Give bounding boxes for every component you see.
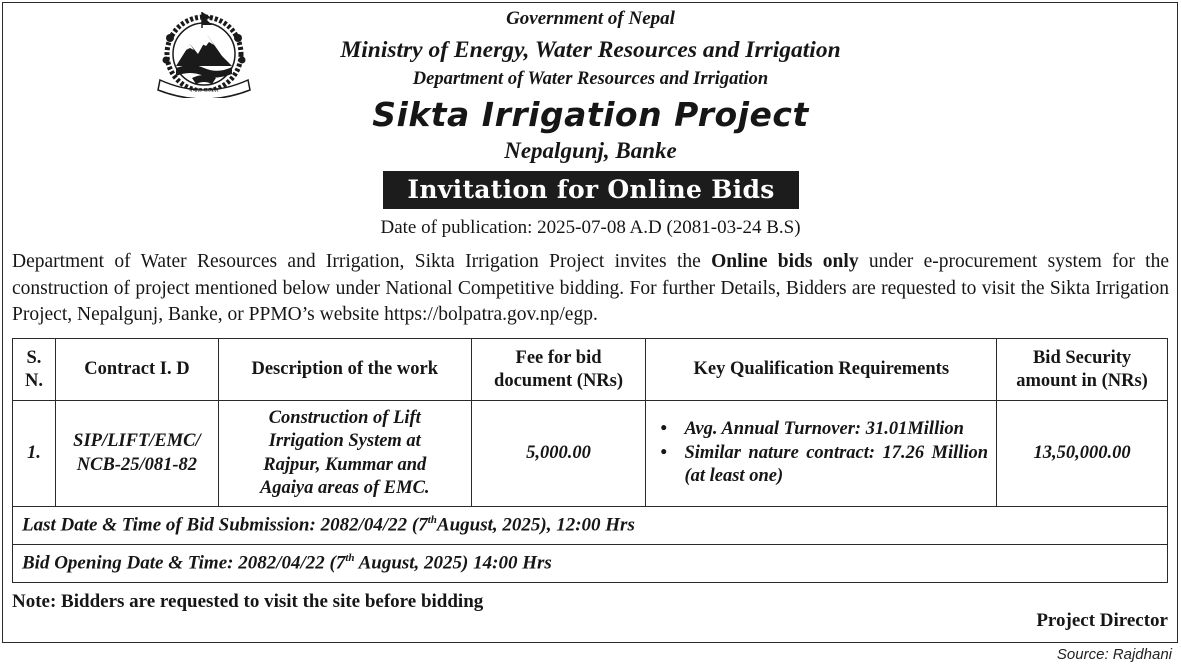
notice-title-banner: Invitation for Online Bids	[383, 171, 799, 209]
opening-row	[13, 545, 1168, 583]
table-header-row	[13, 339, 1168, 401]
cell-qualifications	[646, 401, 997, 507]
bid-table	[12, 338, 1168, 583]
bid-opening-date: Bid Opening Date & Time: 2082/04/22 (7th August, 2025) 14:00 Hrs	[13, 545, 1168, 583]
submission-deadline: Last Date & Time of Bid Submission: 2082/04/22 (7thAugust, 2025), 12:00 Hrs	[13, 507, 1168, 545]
footer-note: Note: Bidders are requested to visit the site before bidding	[12, 591, 484, 612]
project-title: Sikta Irrigation Project	[372, 95, 809, 134]
signatory: Project Director	[1036, 610, 1168, 631]
table-row	[13, 401, 1168, 507]
intro-text-2: under e-procurement system for the construction of project mentioned below under National Competitive bidding. For further Details, Bidders are requested to visit the Sikta Irrigation Project, Nepalgunj, Banke, or PPMO’s website https://bolpatra.gov.np/egp.	[12, 251, 1169, 325]
header-qualification: Key Qualification Requirements	[646, 339, 997, 401]
emblem-ribbon-text: नेपाल सरकार	[189, 87, 219, 94]
qualification-item: • Avg. Annual Turnover: 31.01Million	[660, 418, 988, 442]
source-credit: Source: Rajdhani	[1056, 646, 1172, 663]
cell-fee: 5,000.00	[471, 401, 646, 507]
government-heading: Government of Nepal	[506, 8, 675, 29]
project-location: Nepalgunj, Banke	[504, 138, 677, 163]
header-contract-id: Contract I. D	[55, 339, 218, 401]
header-sn: S. N.	[13, 339, 56, 401]
submission-row	[13, 507, 1168, 545]
cell-description: Construction of Lift Irrigation System at Rajpur, Kummar and Agaiya areas of EMC.	[218, 401, 471, 507]
ministry-heading: Ministry of Energy, Water Resources and Irrigation	[340, 37, 841, 63]
intro-paragraph	[12, 249, 1169, 329]
header-description: Description of the work	[218, 339, 471, 401]
cell-contract-id: SIP/LIFT/EMC/ NCB-25/081-82	[55, 401, 218, 507]
header-fee: Fee for bid document (NRs)	[471, 339, 646, 401]
header-bid-security: Bid Security amount in (NRs)	[997, 339, 1168, 401]
intro-text-1: Department of Water Resources and Irrigation, Sikta Irrigation Project invites the	[12, 251, 712, 272]
department-heading: Department of Water Resources and Irrigation	[412, 69, 769, 89]
cell-sn: 1.	[13, 401, 56, 507]
publication-date: Date of publication: 2025-07-08 A.D (2081-03-24 B.S)	[380, 217, 801, 238]
qualification-item: • Similar nature contract: 17.26 Million (at least one)	[660, 442, 988, 489]
cell-bid-security: 13,50,000.00	[997, 401, 1168, 507]
intro-bold-text: Online bids only	[711, 251, 859, 272]
